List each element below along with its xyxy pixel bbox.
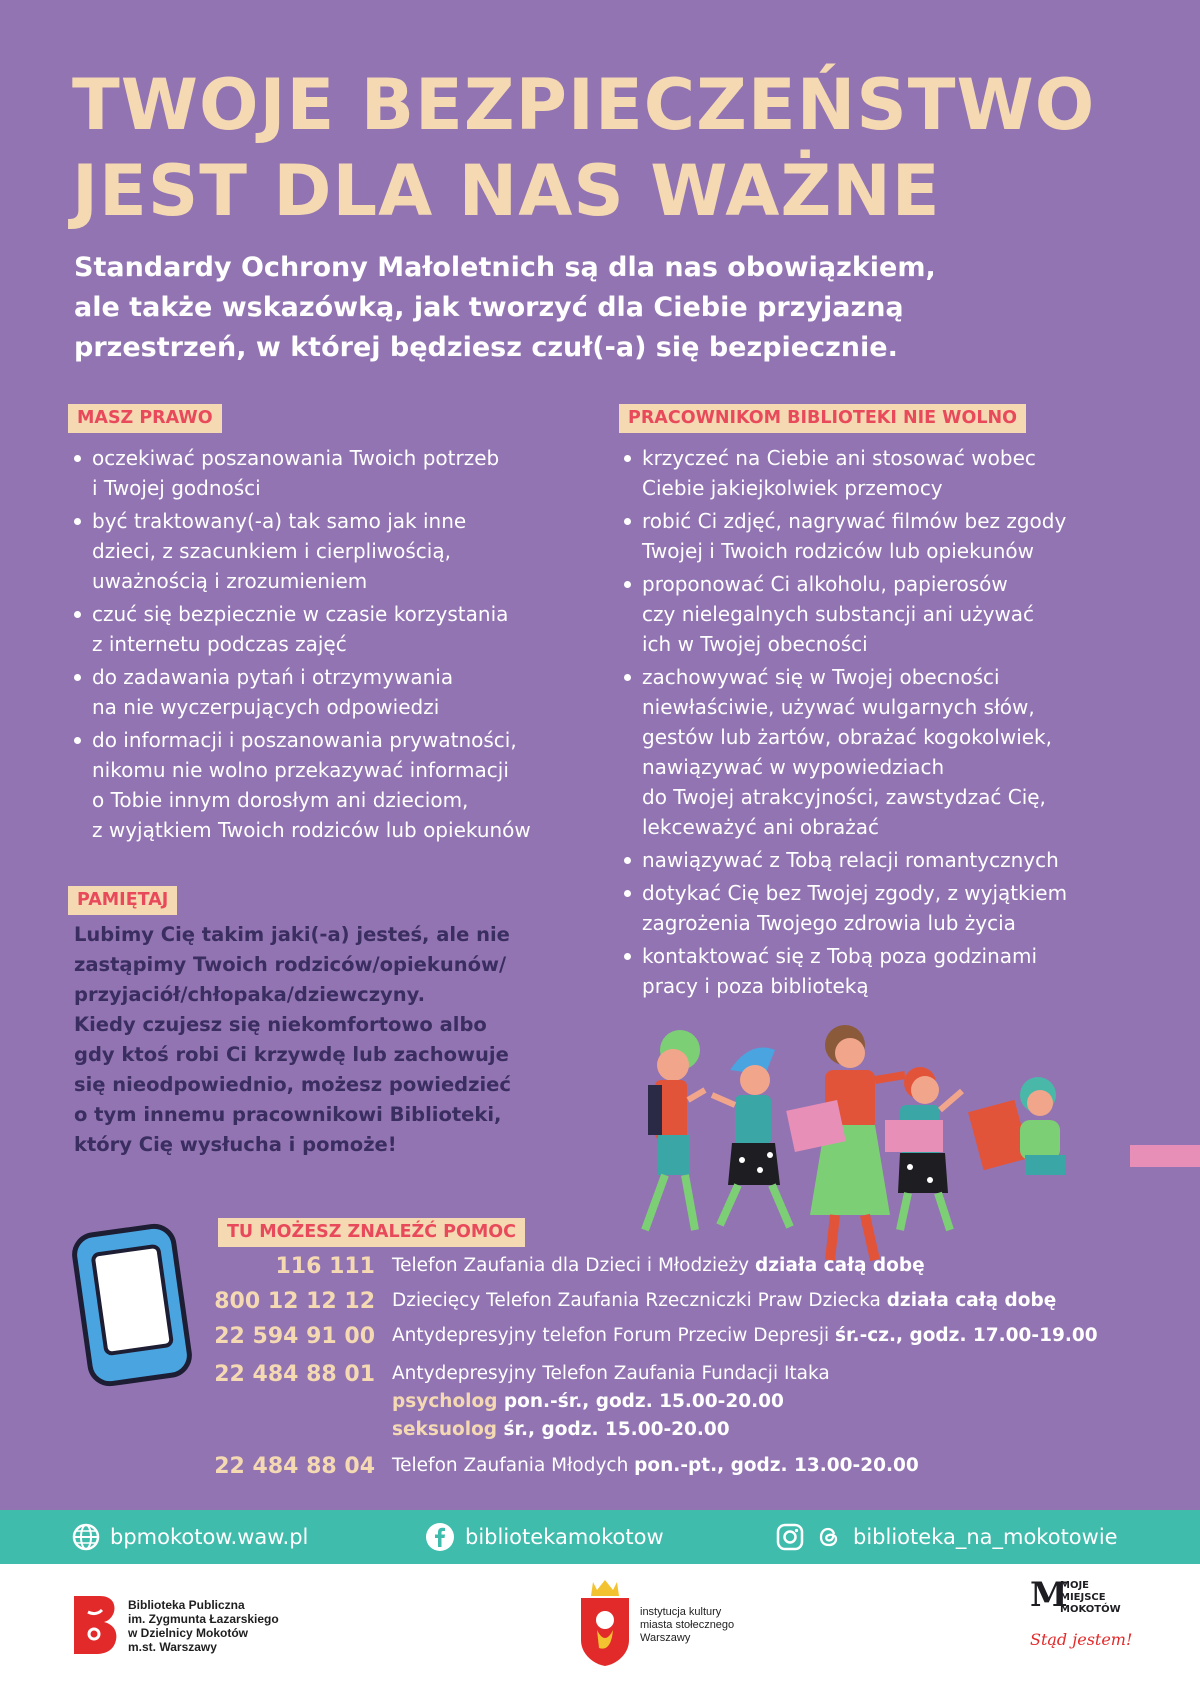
forbidden-item: krzyczeć na Ciebie ani stosować wobec Ciebie jakiejkolwiek przemocy xyxy=(622,443,1142,503)
intro-text: Standardy Ochrony Małoletnich są dla nas obowiązkiem, ale także wskazówką, jak tworzyć dla Ciebie przyjazną przestrzeń, w której będziesz czuł(-a) się bezpiecznie. xyxy=(74,252,936,363)
remember-line: Kiedy czujesz się niekomfortowo albo xyxy=(74,1013,487,1036)
phone-icon xyxy=(70,1220,198,1390)
instagram-link[interactable]: biblioteka_na_mokotowie xyxy=(775,1510,1118,1564)
remember-line: Lubimy Cię takim jaki(-a) jesteś, ale nie xyxy=(74,923,510,946)
facebook-link[interactable]: bibliotekamokotow xyxy=(425,1510,664,1564)
forbidden-item: zachowywać się w Twojej obecności niewłaściwie, używać wulgarnych słów, gestów lub żartów, obrażać kogokolwiek, nawiązywać w wypowiedziach do Twojej atrakcyjności, zawstydzać Cię, lekceważyć ani obrażać xyxy=(622,662,1142,842)
forbidden-item: robić Ci zdjęć, nagrywać filmów bez zgody Twojej i Twoich rodziców lub opiekunów xyxy=(622,506,1142,566)
kid-2-icon xyxy=(712,1048,790,1228)
help-heading: TU MOŻESZ ZNALEŹĆ POMOC xyxy=(218,1218,525,1247)
help-description: Antydepresyjny telefon Forum Przeciw Depresji śr.-cz., godz. 17.00-19.00 xyxy=(392,1325,1098,1346)
rights-heading: MASZ PRAWO xyxy=(68,404,222,433)
remember-line: który Cię wysłucha i pomoże! xyxy=(74,1133,397,1156)
kid-4-icon xyxy=(968,1077,1065,1175)
instagram-icon xyxy=(775,1522,805,1552)
remember-line: o tym innemu pracownikowi Biblioteki, xyxy=(74,1103,502,1126)
threads-icon xyxy=(815,1522,843,1552)
library-logo-icon xyxy=(70,1594,122,1656)
help-description: Telefon Zaufania dla Dzieci i Młodzieży działa całą dobę xyxy=(392,1255,925,1276)
forbidden-heading: PRACOWNIKOM BIBLIOTEKI NIE WOLNO xyxy=(619,404,1026,433)
rights-item: do zadawania pytań i otrzymywania na nie wyczerpujących odpowiedzi xyxy=(72,662,592,722)
help-phone-number[interactable]: 116 111 xyxy=(275,1254,375,1279)
forbidden-list xyxy=(622,443,1142,1004)
help-phone-number[interactable]: 22 484 88 01 xyxy=(214,1362,375,1387)
forbidden-item: proponować Ci alkoholu, papierosów czy nielegalnych substancji ani używać ich w Twojej obecności xyxy=(622,569,1142,659)
footer xyxy=(0,1564,1200,1697)
rights-list xyxy=(72,443,592,848)
forbidden-item: dotykać Cię bez Twojej zgody, z wyjątkiem zagrożenia Twojego zdrowia lub życia xyxy=(622,878,1142,938)
moje-miejsce-logo: M MOJE MIEJSCE MOKOTÓW Stąd jestem! xyxy=(1030,1575,1133,1649)
children-illustration-icon xyxy=(600,1015,1200,1270)
city-institution: instytucja kultury miasta stołecznego Warszawy xyxy=(640,1606,735,1644)
facebook-icon xyxy=(425,1522,455,1552)
social-bar xyxy=(0,1510,1200,1564)
rights-item: być traktowany(-a) tak samo jak inne dzieci, z szacunkiem i cierpliwością, uważnością i zrozumieniem xyxy=(72,506,592,596)
page-title: TWOJE BEZPIECZEŃSTWO JEST DLA NAS WAŻNE xyxy=(72,64,1096,232)
website-link[interactable]: bpmokotow.waw.pl xyxy=(72,1510,308,1564)
kid-3-icon xyxy=(885,1067,962,1230)
remember-line: zastąpimy Twoich rodziców/opiekunów/ xyxy=(74,953,507,976)
kid-1-icon xyxy=(645,1030,705,1230)
help-description: Antydepresyjny Telefon Zaufania Fundacji Itaka psycholog pon.-śr., godz. 15.00-20.00 seksuolog śr., godz. 15.00-20.00 xyxy=(392,1363,830,1440)
help-phone-number[interactable]: 800 12 12 12 xyxy=(214,1289,375,1314)
globe-icon xyxy=(72,1523,100,1551)
rights-item: czuć się bezpiecznie w czasie korzystania z internetu podczas zajęć xyxy=(72,599,592,659)
remember-heading: PAMIĘTAJ xyxy=(68,886,177,915)
warsaw-coat-of-arms-icon xyxy=(575,1578,635,1668)
help-phone-number[interactable]: 22 484 88 04 xyxy=(214,1454,375,1479)
library-name: Biblioteka Publiczna im. Zygmunta Łazarskiego w Dzielnicy Mokotów m.st. Warszawy xyxy=(128,1598,279,1654)
remember-line: gdy ktoś robi Ci krzywdę lub zachowuje xyxy=(74,1043,509,1066)
rights-item: oczekiwać poszanowania Twoich potrzeb i Twojej godności xyxy=(72,443,592,503)
forbidden-item: kontaktować się z Tobą poza godzinami pracy i poza biblioteką xyxy=(622,941,1142,1001)
help-description: Dziecięcy Telefon Zaufania Rzeczniczki Praw Dziecka działa całą dobę xyxy=(392,1290,1057,1311)
forbidden-item: nawiązywać z Tobą relacji romantycznych xyxy=(622,845,1142,875)
help-phone-number[interactable]: 22 594 91 00 xyxy=(214,1324,375,1349)
remember-text xyxy=(74,920,594,1160)
remember-line: się nieodpowiednio, możesz powiedzieć xyxy=(74,1073,511,1096)
rights-item: do informacji i poszanowania prywatności, nikomu nie wolno przekazywać informacji o Tobie innym dorosłym ani dzieciom, z wyjątkiem Twoich rodziców lub opiekunów xyxy=(72,725,592,845)
slogan: Stąd jestem! xyxy=(1030,1630,1133,1649)
help-description: Telefon Zaufania Młodych pon.-pt., godz. 13.00-20.00 xyxy=(392,1455,919,1476)
remember-line: przyjaciół/chłopaka/dziewczyny. xyxy=(74,983,425,1006)
